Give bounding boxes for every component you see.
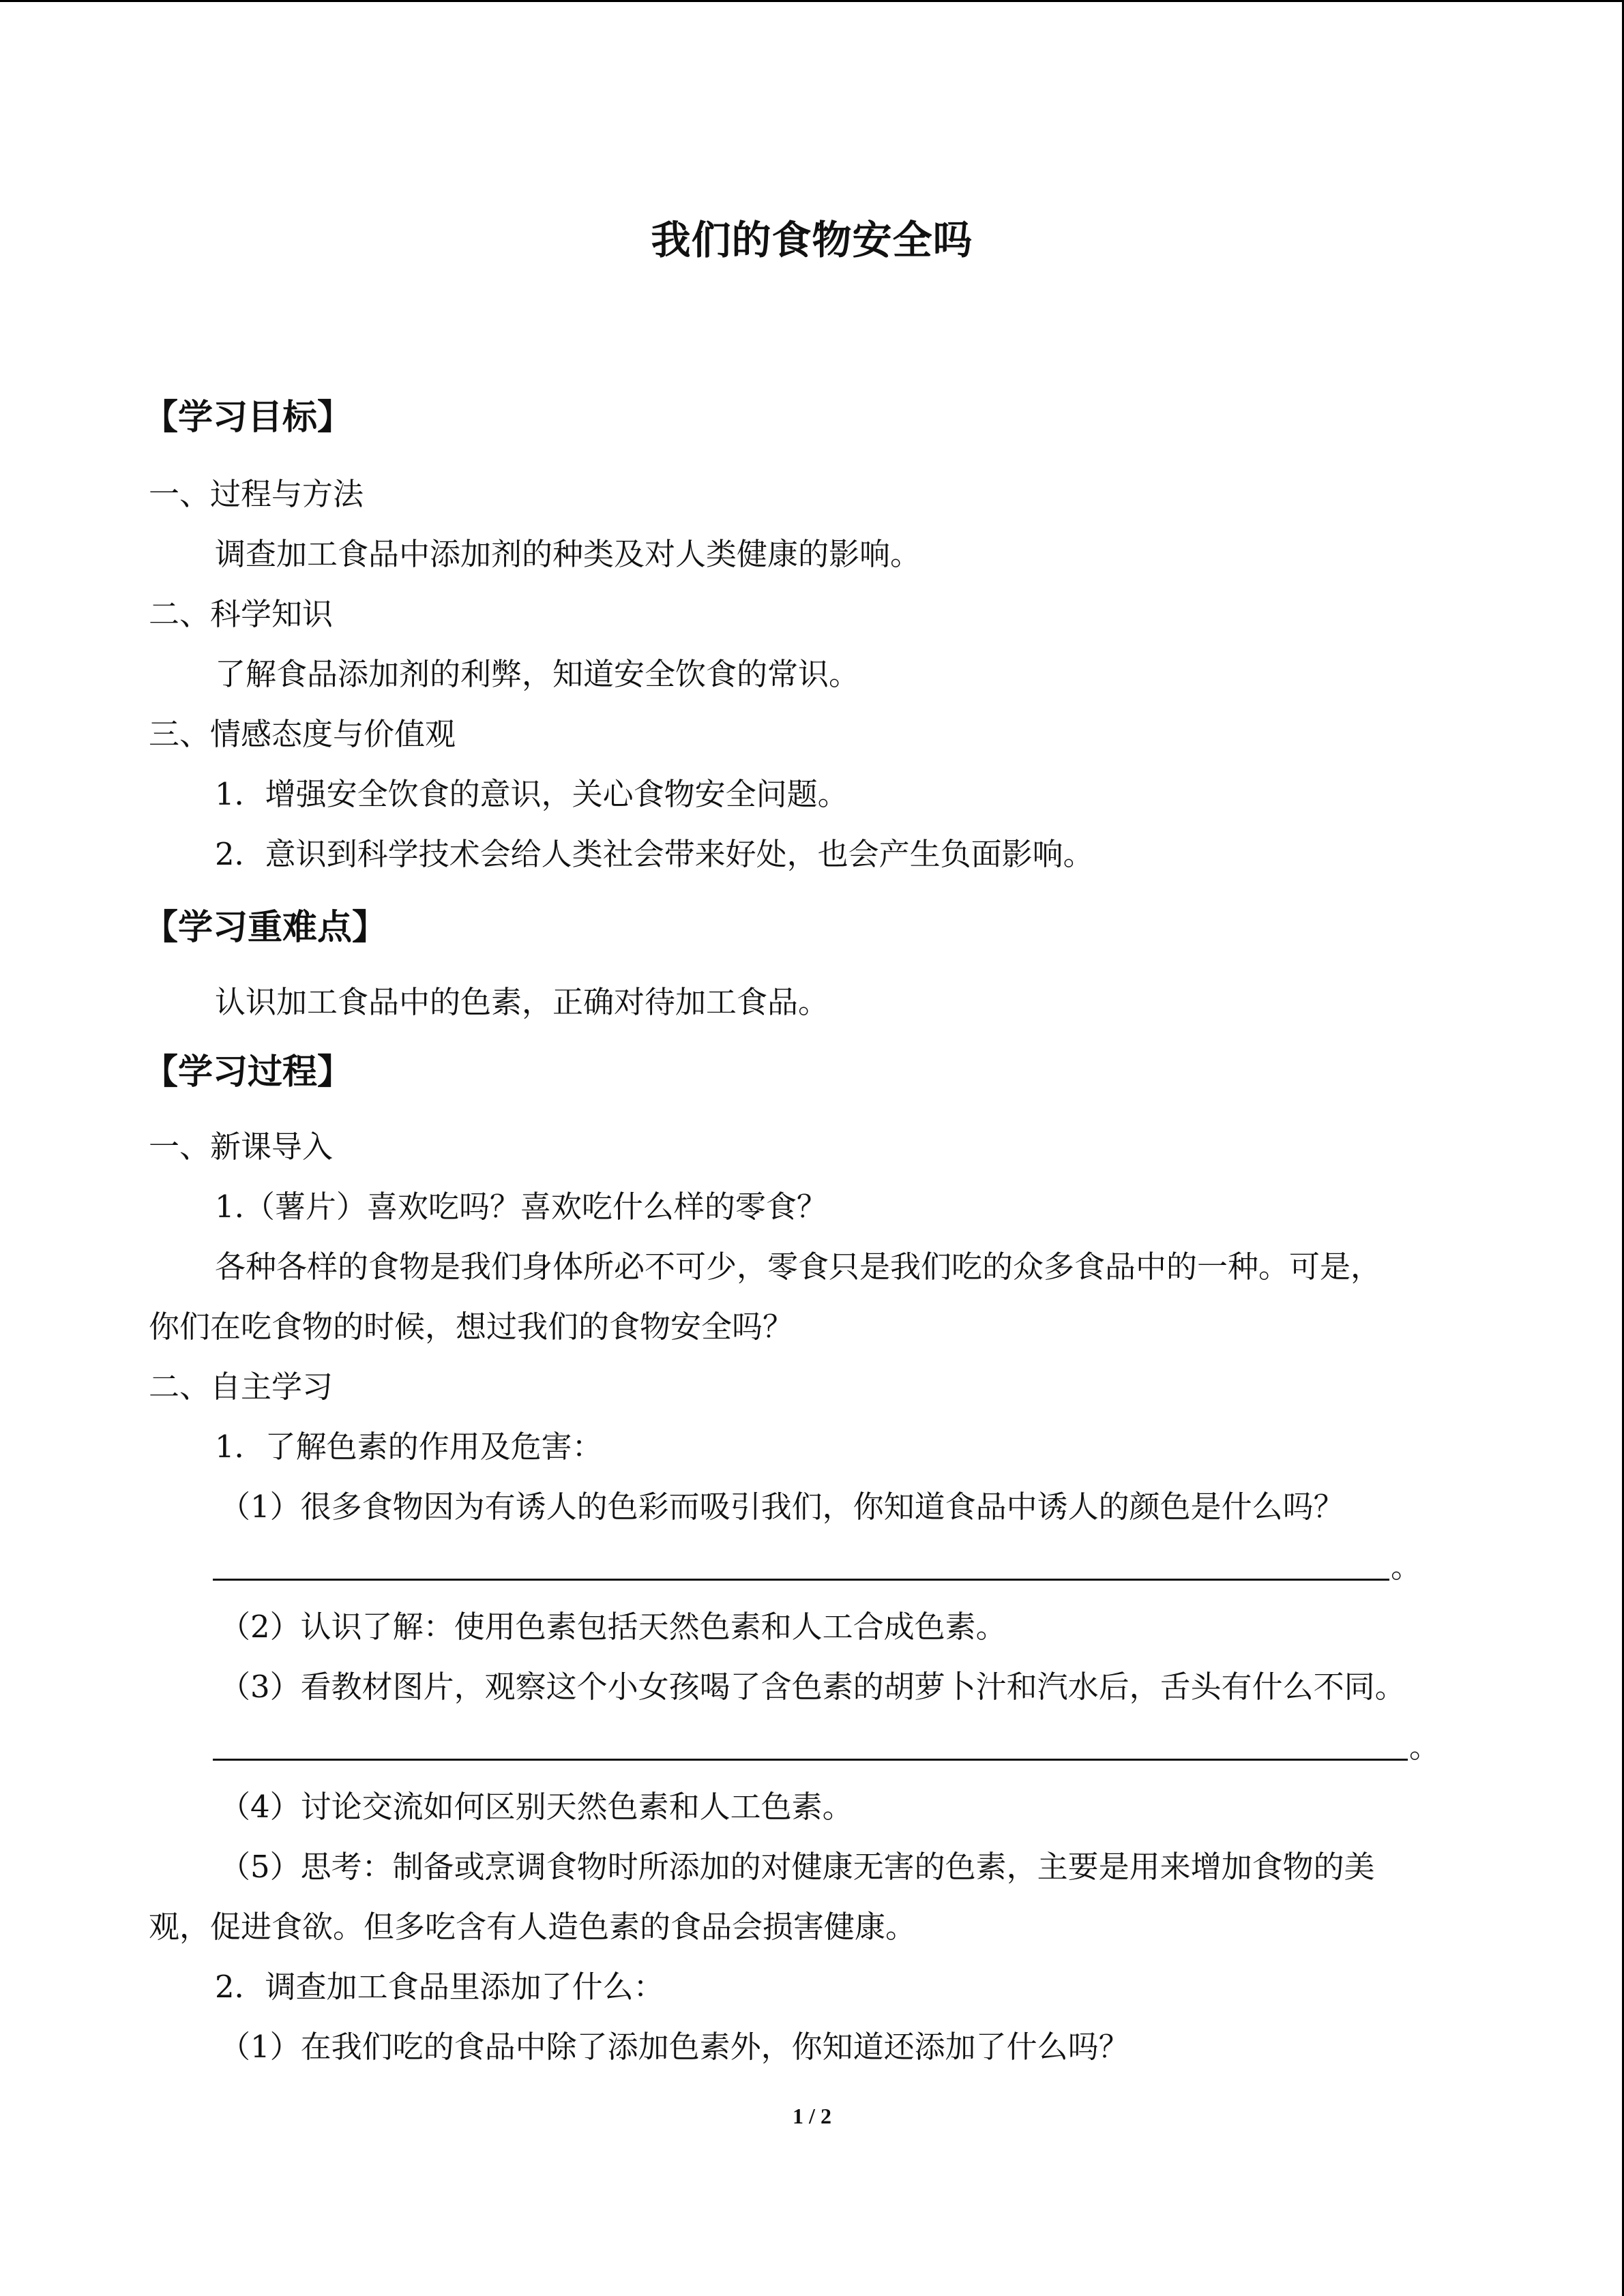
self-study-item-2: 2．调查加工食品里添加了什么： bbox=[215, 1969, 664, 2005]
question-4: （4）讨论交流如何区别天然色素和人工色素。 bbox=[220, 1789, 853, 1825]
heading-objectives: 【学习目标】 bbox=[143, 398, 353, 438]
key-points-text: 认识加工食品中的色素，正确对待加工食品。 bbox=[215, 984, 829, 1020]
attitude-label: 三、情感态度与价值观 bbox=[149, 716, 456, 752]
knowledge-label: 二、科学知识 bbox=[149, 596, 334, 632]
self-study-item-1: 1．了解色素的作用及危害： bbox=[215, 1429, 603, 1465]
heading-key-points: 【学习重难点】 bbox=[143, 908, 387, 948]
intro-question: 1.（薯片）喜欢吃吗？喜欢吃什么样的零食？ bbox=[215, 1189, 827, 1225]
answer-blank-1[interactable] bbox=[213, 1547, 1422, 1587]
answer-underline-1 bbox=[213, 1579, 1389, 1581]
answer-end-mark-2: 。 bbox=[1409, 1729, 1441, 1765]
self-study-label: 二、自主学习 bbox=[149, 1369, 334, 1405]
page-number: 1 / 2 bbox=[793, 2104, 831, 2128]
answer-underline-2 bbox=[213, 1759, 1408, 1761]
intro-label: 一、新课导入 bbox=[149, 1129, 334, 1165]
attitude-item-1: 1．增强安全饮食的意识，关心食物安全问题。 bbox=[215, 776, 848, 812]
question-6: （1）在我们吃的食品中除了添加色素外，你知道还添加了什么吗？ bbox=[220, 2029, 1130, 2065]
question-3: （3）看教材图片，观察这个小女孩喝了含色素的胡萝卜汁和汽水后，舌头有什么不同。 bbox=[220, 1669, 1406, 1705]
process-method-label: 一、过程与方法 bbox=[149, 476, 364, 512]
question-5-line-2: 观，促进食欲。但多吃含有人造色素的食品会损害健康。 bbox=[149, 1909, 917, 1945]
question-1: （1）很多食物因为有诱人的色彩而吸引我们，你知道食品中诱人的颜色是什么吗？ bbox=[220, 1489, 1344, 1525]
question-2: （2）认识了解：使用色素包括天然色素和人工合成色素。 bbox=[220, 1609, 1007, 1645]
answer-blank-2[interactable] bbox=[213, 1727, 1441, 1768]
intro-paragraph-line-1: 各种各样的食物是我们身体所必不可少，零食只是我们吃的众多食品中的一种。可是， bbox=[215, 1249, 1382, 1285]
question-5-line-1: （5）思考：制备或烹调食物时所添加的对健康无害的色素，主要是用来增加食物的美 bbox=[220, 1849, 1375, 1885]
document-title: 我们的食物安全吗 bbox=[651, 217, 973, 263]
intro-paragraph-line-2: 你们在吃食物的时候，想过我们的食物安全吗？ bbox=[149, 1309, 794, 1345]
answer-end-mark-1: 。 bbox=[1391, 1549, 1422, 1585]
process-method-text: 调查加工食品中添加剂的种类及对人类健康的影响。 bbox=[215, 536, 921, 572]
attitude-item-2: 2．意识到科学技术会给人类社会带来好处，也会产生负面影响。 bbox=[215, 836, 1094, 872]
knowledge-text: 了解食品添加剂的利弊，知道安全饮食的常识。 bbox=[215, 656, 860, 692]
heading-process: 【学习过程】 bbox=[143, 1052, 353, 1092]
